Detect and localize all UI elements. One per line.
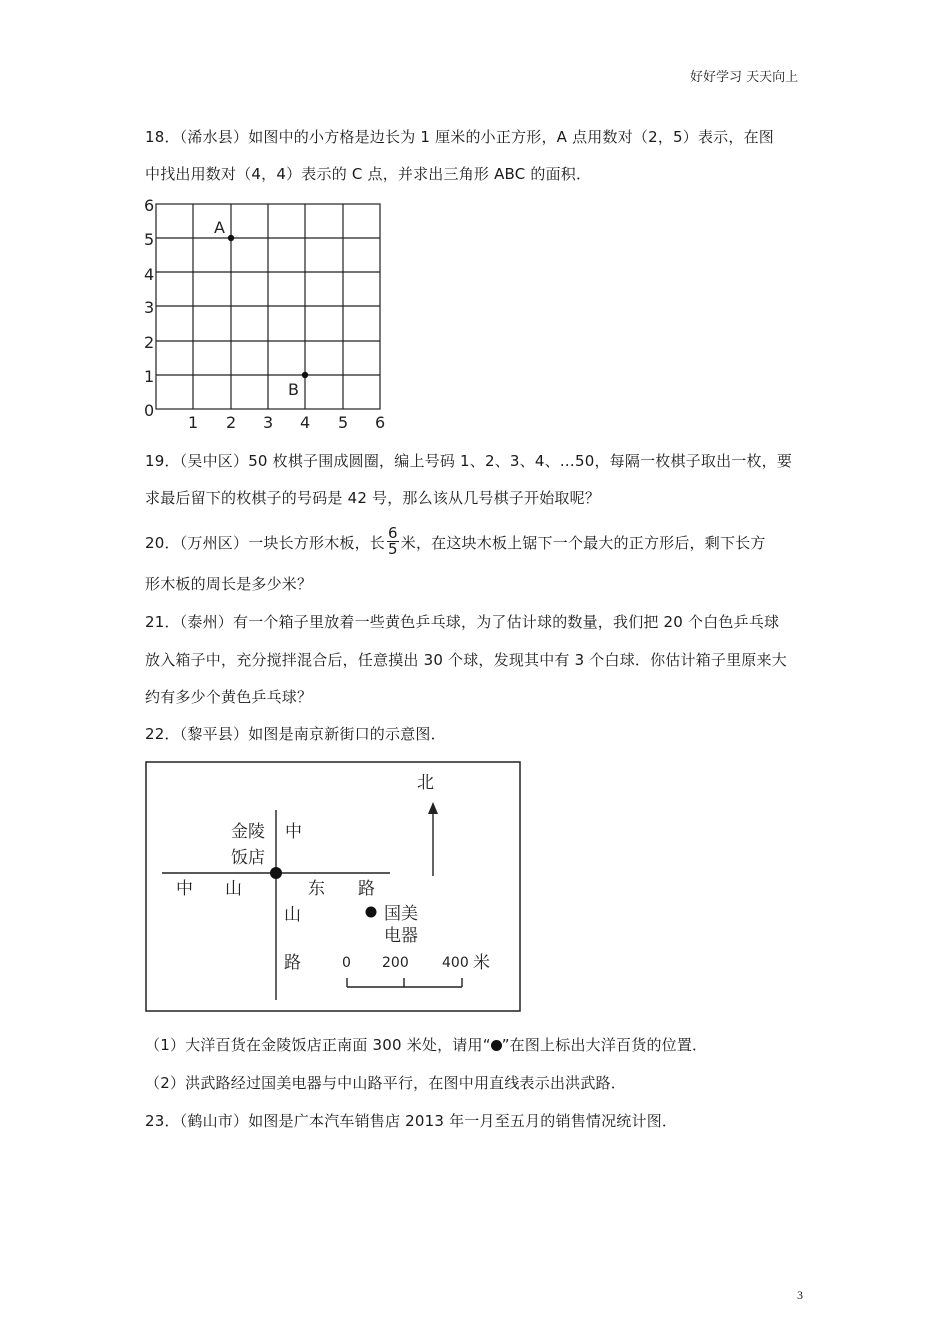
jinling-label-1: 金陵 [231, 822, 265, 842]
jinling-hotel-dot [270, 867, 282, 879]
y-tick-2: 2 [144, 333, 155, 352]
q21-line3: 约有多少个黄色乒乓球？ [145, 688, 313, 706]
fraction-numerator: 6 [388, 524, 398, 542]
y-tick-1: 1 [144, 367, 155, 386]
x-tick-6: 6 [375, 413, 386, 432]
q21-line2: 放入箱子中，充分搅拌混合后，任意摸出 30 个球，发现其中有 3 个白球．你估计箱子里原来大 [145, 651, 787, 669]
scale-400: 400 [442, 955, 469, 971]
q22-sub1-after: ”在图上标出大洋百货的位置． [501, 1036, 708, 1054]
q20-text-after: 米，在这块木板上锯下一个最大的正方形后，剩下长方 [400, 534, 766, 552]
y-tick-5: 5 [144, 230, 155, 249]
q22-line1: 22．（黎平县）如图是南京新街口的示意图． [145, 725, 446, 743]
scale-0: 0 [342, 955, 351, 971]
road-v-zhong: 中 [285, 822, 302, 842]
q19-line1: 19．（吴中区）50 枚棋子围成圆圈，编上号码 1、2、3、4、…50，每隔一枚棋子取出一枚，要 [145, 452, 793, 470]
q22-map-figure [144, 760, 524, 1015]
q22-sub1 [145, 1034, 707, 1055]
page-header: 好好学习 天天向上 [690, 70, 799, 85]
q20-text-before: 20．（万州区）一块长方形木板，长 [145, 534, 385, 552]
x-tick-4: 4 [300, 413, 311, 432]
page-number: 3 [797, 1288, 803, 1302]
point-b-dot [302, 372, 308, 378]
q19-line2: 求最后留下的枚棋子的号码是 42 号，那么该从几号棋子开始取呢？ [145, 489, 601, 507]
x-tick-2: 2 [226, 413, 237, 432]
q18-line2: 中找出用数对（4，4）表示的 C 点，并求出三角形 ABC 的面积． [145, 165, 592, 183]
q20-fraction [387, 526, 399, 557]
fraction-denominator: 5 [388, 540, 398, 558]
point-b-label: B [288, 380, 299, 399]
q22-sub1-before: （1）大洋百货在金陵饭店正南面 300 米处，请用“ [145, 1036, 491, 1054]
guomei-label-1: 国美 [384, 904, 418, 924]
north-label: 北 [417, 773, 434, 793]
jinling-label-2: 饭店 [231, 848, 265, 868]
road-h-1: 中 [176, 879, 193, 899]
x-tick-3: 3 [263, 413, 274, 432]
q23-line1: 23．（鹤山市）如图是广本汽车销售店 2013 年一月至五月的销售情况统计图． [145, 1112, 678, 1130]
road-h-2: 山 [225, 879, 242, 899]
y-tick-3: 3 [144, 298, 155, 317]
q18-line1: 18．（浠水县）如图中的小方格是边长为 1 厘米的小正方形，A 点用数对（2，5）表示，在图 [145, 128, 774, 146]
x-tick-1: 1 [188, 413, 199, 432]
road-h-4: 路 [358, 879, 375, 899]
q21-line1: 21．（泰州）有一个箱子里放着一些黄色乒乓球，为了估计球的数量，我们把 20 个白色乒乓球 [145, 613, 780, 631]
scale-unit: 米 [473, 953, 490, 973]
x-tick-5: 5 [338, 413, 349, 432]
q22-sub2: （2）洪武路经过国美电器与中山路平行，在图中用直线表示出洪武路． [145, 1074, 626, 1092]
y-tick-4: 4 [144, 265, 155, 284]
north-arrow-head [428, 802, 438, 814]
guomei-dot [366, 907, 377, 918]
guomei-label-2: 电器 [384, 926, 418, 946]
point-a-label: A [214, 218, 225, 237]
scale-200: 200 [382, 955, 409, 971]
q20-line2: 形木板的周长是多少米？ [145, 575, 313, 593]
road-h-3: 东 [308, 879, 325, 899]
point-a-dot [228, 235, 234, 241]
y-tick-6: 6 [144, 196, 155, 215]
q18-grid-figure [138, 192, 398, 437]
road-v-lu: 路 [284, 953, 301, 973]
y-tick-0: 0 [144, 401, 155, 420]
road-v-shan: 山 [284, 905, 301, 925]
q20-line1 [145, 524, 766, 559]
filled-dot-icon [491, 1040, 502, 1051]
